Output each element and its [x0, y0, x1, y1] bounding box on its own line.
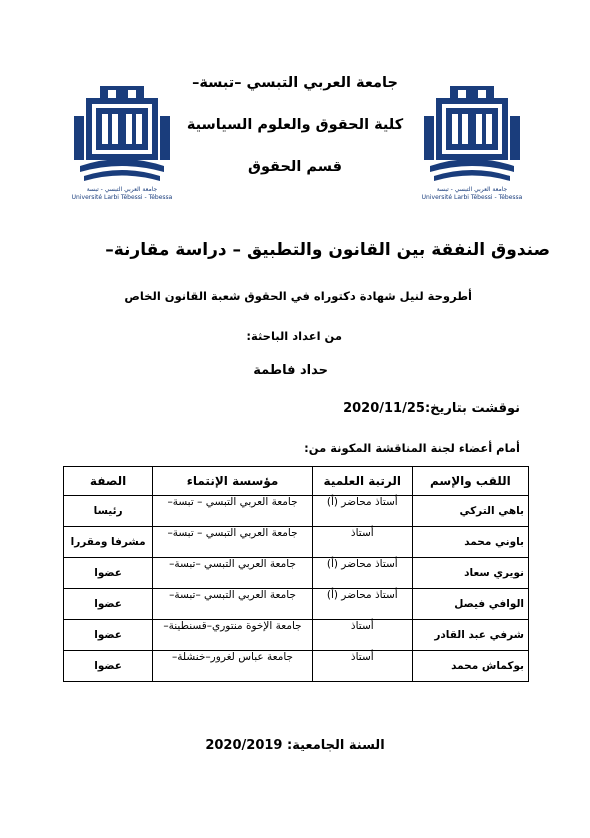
member-institution: جامعة العربي التبسي – تبسة–: [153, 527, 313, 558]
member-name: بوكماش محمد: [412, 651, 528, 682]
header-role: الصفة: [64, 467, 153, 496]
author-name: حداد فاطمة: [253, 363, 328, 378]
committee-label: أمام أعضاء لجنة المناقشة المكونة من:: [304, 441, 520, 455]
defense-date: 2020/11/25: [343, 401, 425, 416]
member-name: الوافي فيصل: [412, 589, 528, 620]
header-rank: الرتبة العلمية: [312, 467, 412, 496]
thesis-title: صندوق النفقة بين القانون والتطبيق – دراسة مقارنة–: [105, 240, 550, 260]
table-row: [64, 558, 529, 589]
faculty-name: كلية الحقوق والعلوم السياسية: [186, 117, 404, 133]
member-name: شرفي عبد القادر: [412, 620, 528, 651]
university-logo-left: [70, 86, 174, 204]
member-rank: أستاذ: [312, 651, 412, 682]
university-logo-right: [420, 86, 524, 204]
member-role: عضوا: [64, 620, 153, 651]
thesis-subtitle: أطروحة لنيل شهادة دكتوراه في الحقوق شعبة القانون الخاص: [124, 289, 472, 303]
member-role: مشرفا ومقررا: [64, 527, 153, 558]
academic-year-line: [150, 738, 440, 753]
table-row: [64, 620, 529, 651]
department-name: قسم الحقوق: [247, 159, 343, 175]
member-rank: أستاذ: [312, 620, 412, 651]
header-name: اللقب والإسم: [412, 467, 528, 496]
member-institution: جامعة العربي التبسي –تبسة–: [153, 589, 313, 620]
member-name: باوني محمد: [412, 527, 528, 558]
table-row: [64, 527, 529, 558]
logo-caption-french: Université Larbi Tébessi - Tébessa: [71, 194, 173, 201]
member-rank: أستاذ محاضر (أ): [312, 589, 412, 620]
member-rank: أستاذ: [312, 527, 412, 558]
member-role: عضوا: [64, 589, 153, 620]
table-header-row: [64, 467, 529, 496]
committee-table: [63, 466, 529, 682]
member-name: باهي التركي: [412, 496, 528, 527]
member-institution: جامعة العربي التبسي –تبسة–: [153, 558, 313, 589]
table-row: [64, 496, 529, 527]
table-row: [64, 589, 529, 620]
table-row: [64, 651, 529, 682]
header-institution: مؤسسة الإنتماء: [153, 467, 313, 496]
member-role: عضوا: [64, 651, 153, 682]
member-institution: جامعة الإخوة منتوري–قسنطينة–: [153, 620, 313, 651]
member-institution: جامعة عباس لغرور–خنشلة–: [153, 651, 313, 682]
member-role: رئيسا: [64, 496, 153, 527]
member-rank: أستاذ محاضر (أ): [312, 496, 412, 527]
defense-label: نوقشت بتاريخ:: [424, 401, 520, 416]
logo-caption-french: Université Larbi Tébessi - Tébessa: [421, 194, 523, 201]
academic-year: 2020/2019: [205, 738, 283, 753]
logo-caption-arabic: جامعة العربي التبسي - تبسة: [86, 186, 158, 193]
defense-date-line: [343, 401, 520, 416]
member-role: عضوا: [64, 558, 153, 589]
university-name: جامعة العربي التبسي –تبسة–: [192, 75, 398, 91]
logo-caption-arabic: جامعة العربي التبسي - تبسة: [436, 186, 508, 193]
member-name: نويري سعاد: [412, 558, 528, 589]
academic-year-label: السنة الجامعية:: [287, 738, 385, 753]
prepared-by-label: من اعداد الباحثة:: [246, 329, 342, 343]
member-institution: جامعة العربي التبسي – تبسة–: [153, 496, 313, 527]
member-rank: أستاذ محاضر (أ): [312, 558, 412, 589]
